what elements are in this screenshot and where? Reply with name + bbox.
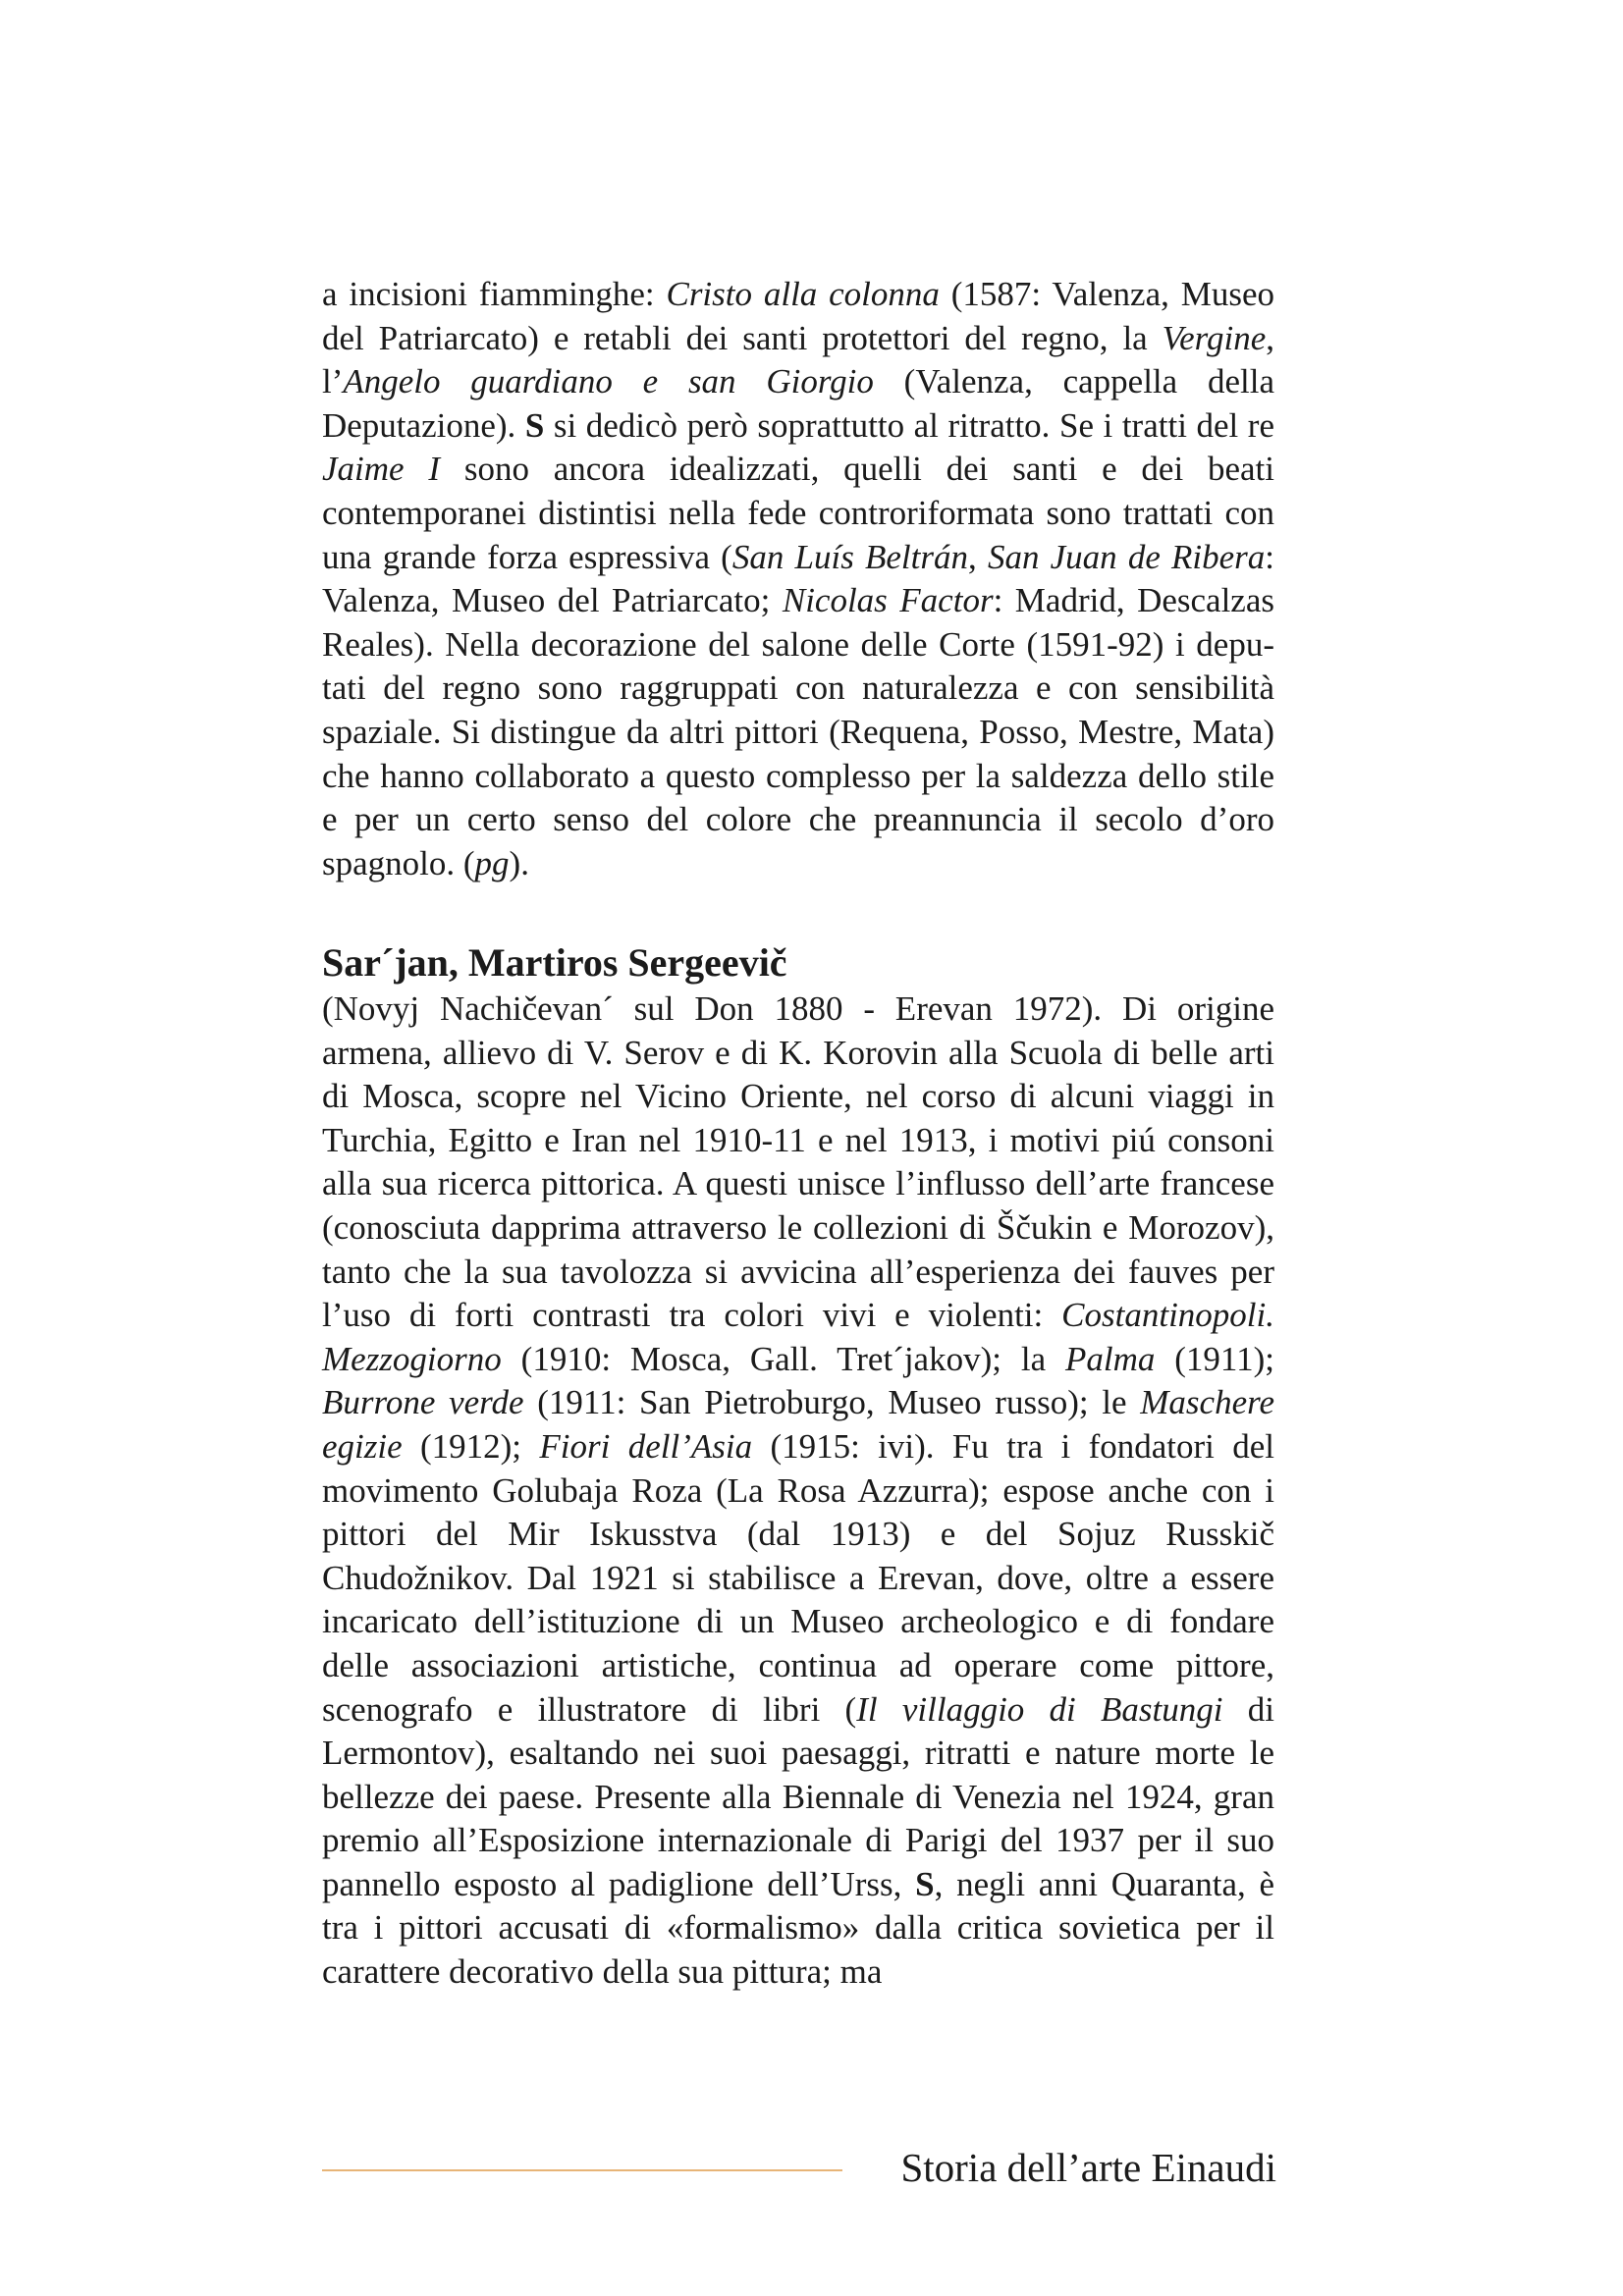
- entry-paragraph: [322, 988, 1274, 1995]
- author-initials: pg: [474, 843, 510, 882]
- text-run: a incisioni fiamminghe:: [322, 275, 667, 313]
- text-run: : Madrid, Descalzas Reales). Nella decorazione del salone delle Corte (1591-92) i deputati del regno sono raggruppati con naturalezza e con sensibilità spaziale. Si distingue da altri pittori (Requena, Posso, Mestre, Mata) che hanno collaborato a questo complesso per la saldezza dello stile e per un certo senso del colore che preannuncia il secolo d’oro spagnolo. (: [322, 581, 1274, 882]
- text-run: (1911: San Pietroburgo, Museo russo); le: [523, 1383, 1141, 1422]
- subject-abbreviation: S: [915, 1864, 935, 1903]
- artwork-title: Jaime I: [322, 450, 441, 489]
- continuation-paragraph: [322, 273, 1274, 885]
- continuation-text: [322, 273, 1274, 885]
- text-run: (Novyj Nachičevan´ sul Don 1880 - Erevan 1972). Di origine armena, allievo di V. Serov e di K. Korovin alla Scuola di belle arti di Mosca, scopre nel Vicino Oriente, nel corso di alcuni viaggi in Turchia, Egitto e Iran nel 1910-11 e nel 1913, i motivi piú consoni alla sua ricerca pittorica. A questi unisce l’influsso dell’arte francese (conosciuta dapprima attraverso le collezioni di Ščukin e Morozov), tanto che la sua tavolozza si avvicina all’esperienza dei fauves per l’uso di forti contrasti tra colori vivi e violenti:: [322, 989, 1274, 1335]
- text-run: : Valenza, Museo del Patriarcato;: [322, 537, 1275, 620]
- text-run: sono ancora idealizzati, quelli dei santi e dei beati contemporanei distintisi nella fede controriformata sono trattati con una grande forza espressiva (: [322, 450, 1274, 576]
- text-run: ).: [509, 843, 529, 882]
- footer-title: Storia dell’arte Einaudi: [900, 2145, 1276, 2190]
- artwork-title: Maschere egizie: [322, 1383, 1274, 1466]
- artwork-title: Fiori dell’Asia: [539, 1426, 753, 1466]
- text-run: (1910: Mosca, Gall. Tret´jakov); la: [501, 1339, 1065, 1378]
- text-run: si dedicò però soprattutto al ritratto. Se i tratti del re: [544, 405, 1274, 445]
- entry-heading: Sar´jan, Martiros Sergeevič: [322, 940, 787, 985]
- subject-abbreviation: S: [524, 405, 545, 445]
- text-run: (1915: ivi). Fu tra i fondatori del movimento Golubaja Roza (La Rosa Azzurra); espose anche con i pittori del Mir Iskusstva (dal 1913) e del Sojuz Russkič Chudožnikov. Dal 1921 si stabilisce a Erevan, dove, oltre a essere incaricato dell’istituzione di un Museo archeologico e di fondare delle associazioni artistiche, continua ad operare come pittore, scenografo e illustratore di libri (: [322, 1426, 1274, 1729]
- artwork-title: Cristo alla colonna: [666, 275, 940, 313]
- text-run: (1911);: [1155, 1339, 1274, 1378]
- footer-rule: [322, 2169, 842, 2171]
- artwork-title: Nicolas Factor: [782, 581, 994, 620]
- artwork-title: San Luís Beltrán: [731, 537, 968, 576]
- artwork-title: San Juan de Ribera: [987, 537, 1266, 576]
- text-run: di Lermontov), esaltando nei suoi paesaggi, ritratti e nature morte le bellezze dei paese. Presente alla Biennale di Venezia nel 1924, gran premio all’Esposizione internazionale di Parigi del 1937 per il suo pannello esposto al padiglione dell’Urss,: [322, 1689, 1274, 1903]
- text-run: , negli anni Quaranta, è tra i pittori accusati di «formalismo» dalla critica sovietica per il carattere decorativo della sua pittura; ma: [322, 1864, 1274, 1992]
- artwork-title: Burrone verde: [322, 1383, 524, 1422]
- text-run: (1912);: [402, 1426, 540, 1466]
- text-run: , l’: [322, 318, 1274, 401]
- text-run: ,: [968, 537, 988, 576]
- artwork-title: Costantinopoli. Mezzogiorno: [322, 1296, 1274, 1378]
- text-run: (Valenza, cappella della Deputazione).: [322, 362, 1274, 445]
- entry-text: [322, 988, 1274, 1995]
- text-run: (1587: Valenza, Museo del Patriarcato) e retabli dei santi protettori del regno, la: [322, 275, 1274, 357]
- artwork-title: Palma: [1064, 1339, 1156, 1378]
- artwork-title: Il villaggio di Bastungi: [856, 1689, 1223, 1729]
- artwork-title: Angelo guardiano e san Giorgio: [343, 362, 874, 401]
- artwork-title: Vergine: [1162, 318, 1267, 357]
